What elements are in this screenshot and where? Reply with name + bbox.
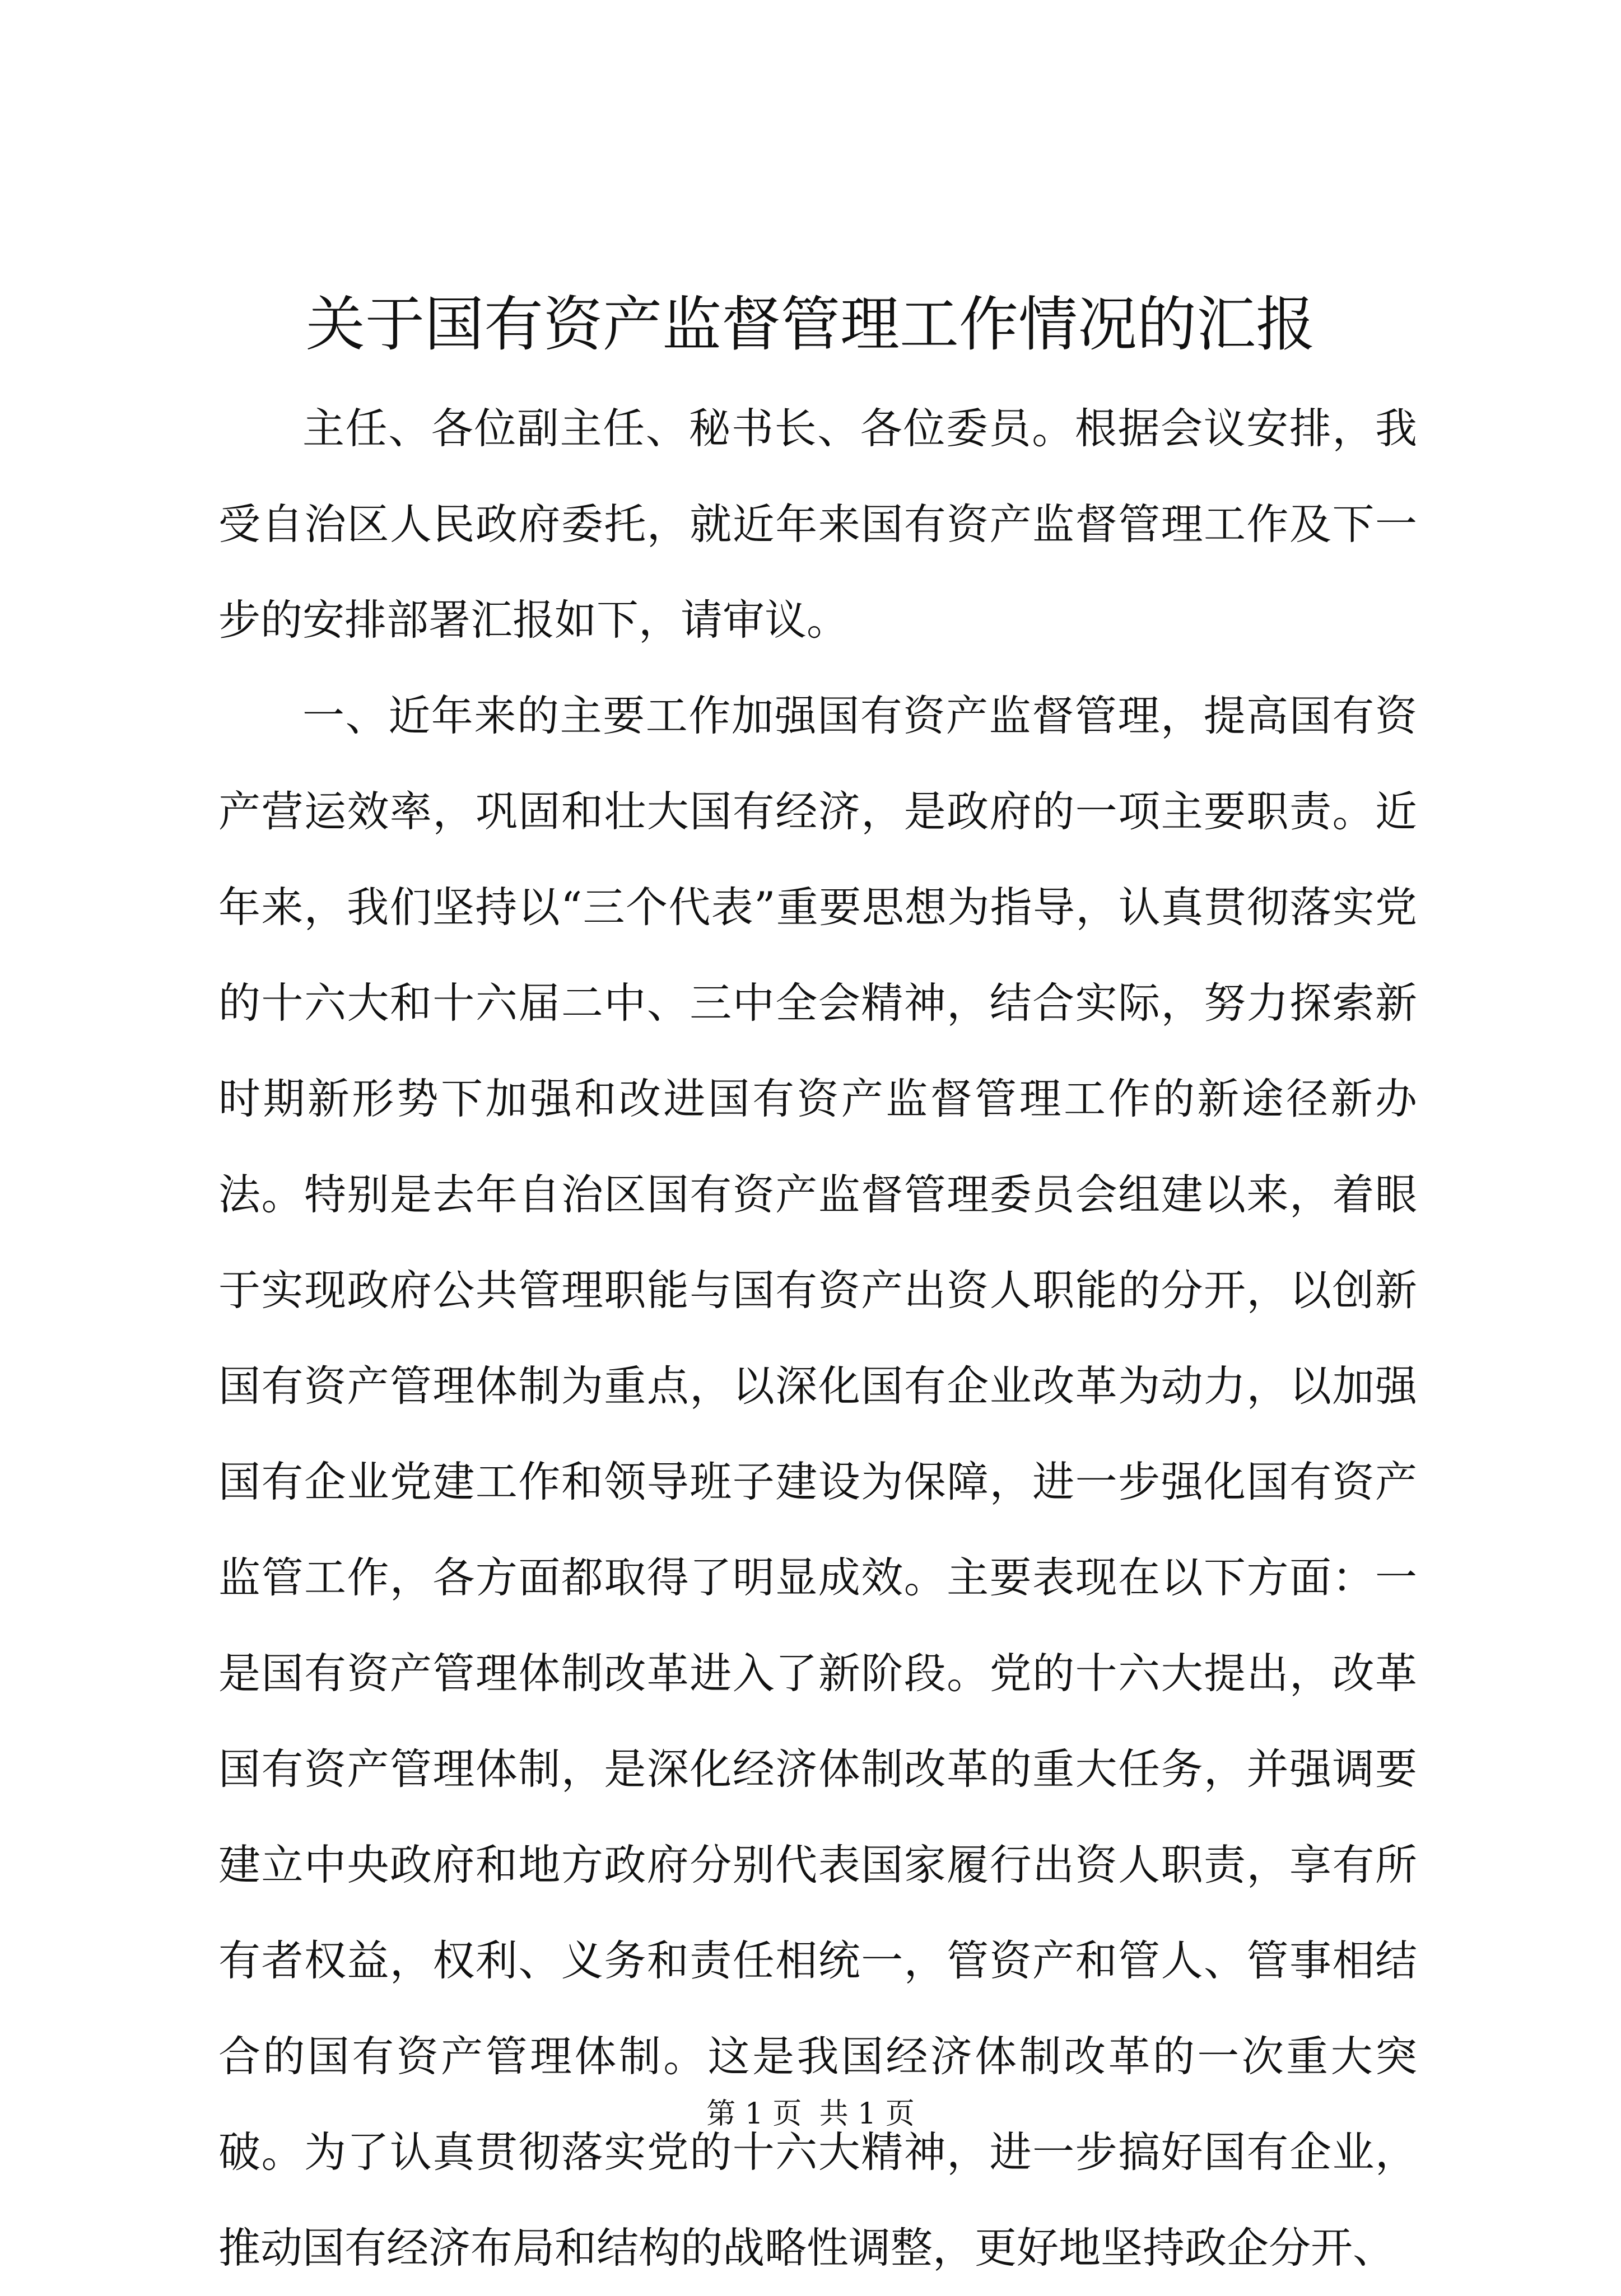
- paragraph-intro: 主任、各位副主任、秘书长、各位委员。根据会议安排，我受自治区人民政府委托，就近年来国有资产监督管理工作及下一步的安排部署汇报如下，请审议。: [218, 404, 1417, 645]
- document-title: 关于国有资产监督管理工作情况的汇报: [306, 290, 1315, 359]
- page-number-current: 第 1 页: [706, 2097, 802, 2131]
- paragraph-main-work: 一、近年来的主要工作加强国有资产监督管理，提高国有资产营运效率，巩固和壮大国有经济，是政府的一项主要职责。近年来，我们坚持以“三个代表”重要思想为指导，认真贯彻落实党的十六大和十六届二中、三中全会精神，结合实际，努力探索新时期新形势下加强和改进国有资产监督管理工作的新途径新办法。特别是去年自治区国有资产监督管理委员会组建以来，着眼于实现政府公共管理职能与国有资产出资人职能的分开，以创新国有资产管理体制为重点，以深化国有企业改革为动力，以加强国有企业党建工作和领导班子建设为保障，进一步强化国有资产监管工作，各方面都取得了明显成效。主要表现在以下方面：一是国有资产管理体制改革进入了新阶段。党的十六大提出，改革国有资产管理体制，是深化经济体制改革的重大任务，并强调要建立中央政府和地方政府分别代表国家履行出资人职责，享有所有者权益，权利、义务和责任相统一，管资产和管人、管事相结合的国有资产管理体制。这是我国经济体制改革的一次重大突破。为了认真贯彻落实党的十六大精神，进一步搞好国有企业，推动国有经济布局和结构的战略性调整，更好地坚持政企分开、: [218, 691, 1417, 2272]
- document-body: [218, 381, 1417, 2296]
- page-number-total: 共 1 页: [819, 2097, 915, 2131]
- page-footer: [0, 2094, 1621, 2134]
